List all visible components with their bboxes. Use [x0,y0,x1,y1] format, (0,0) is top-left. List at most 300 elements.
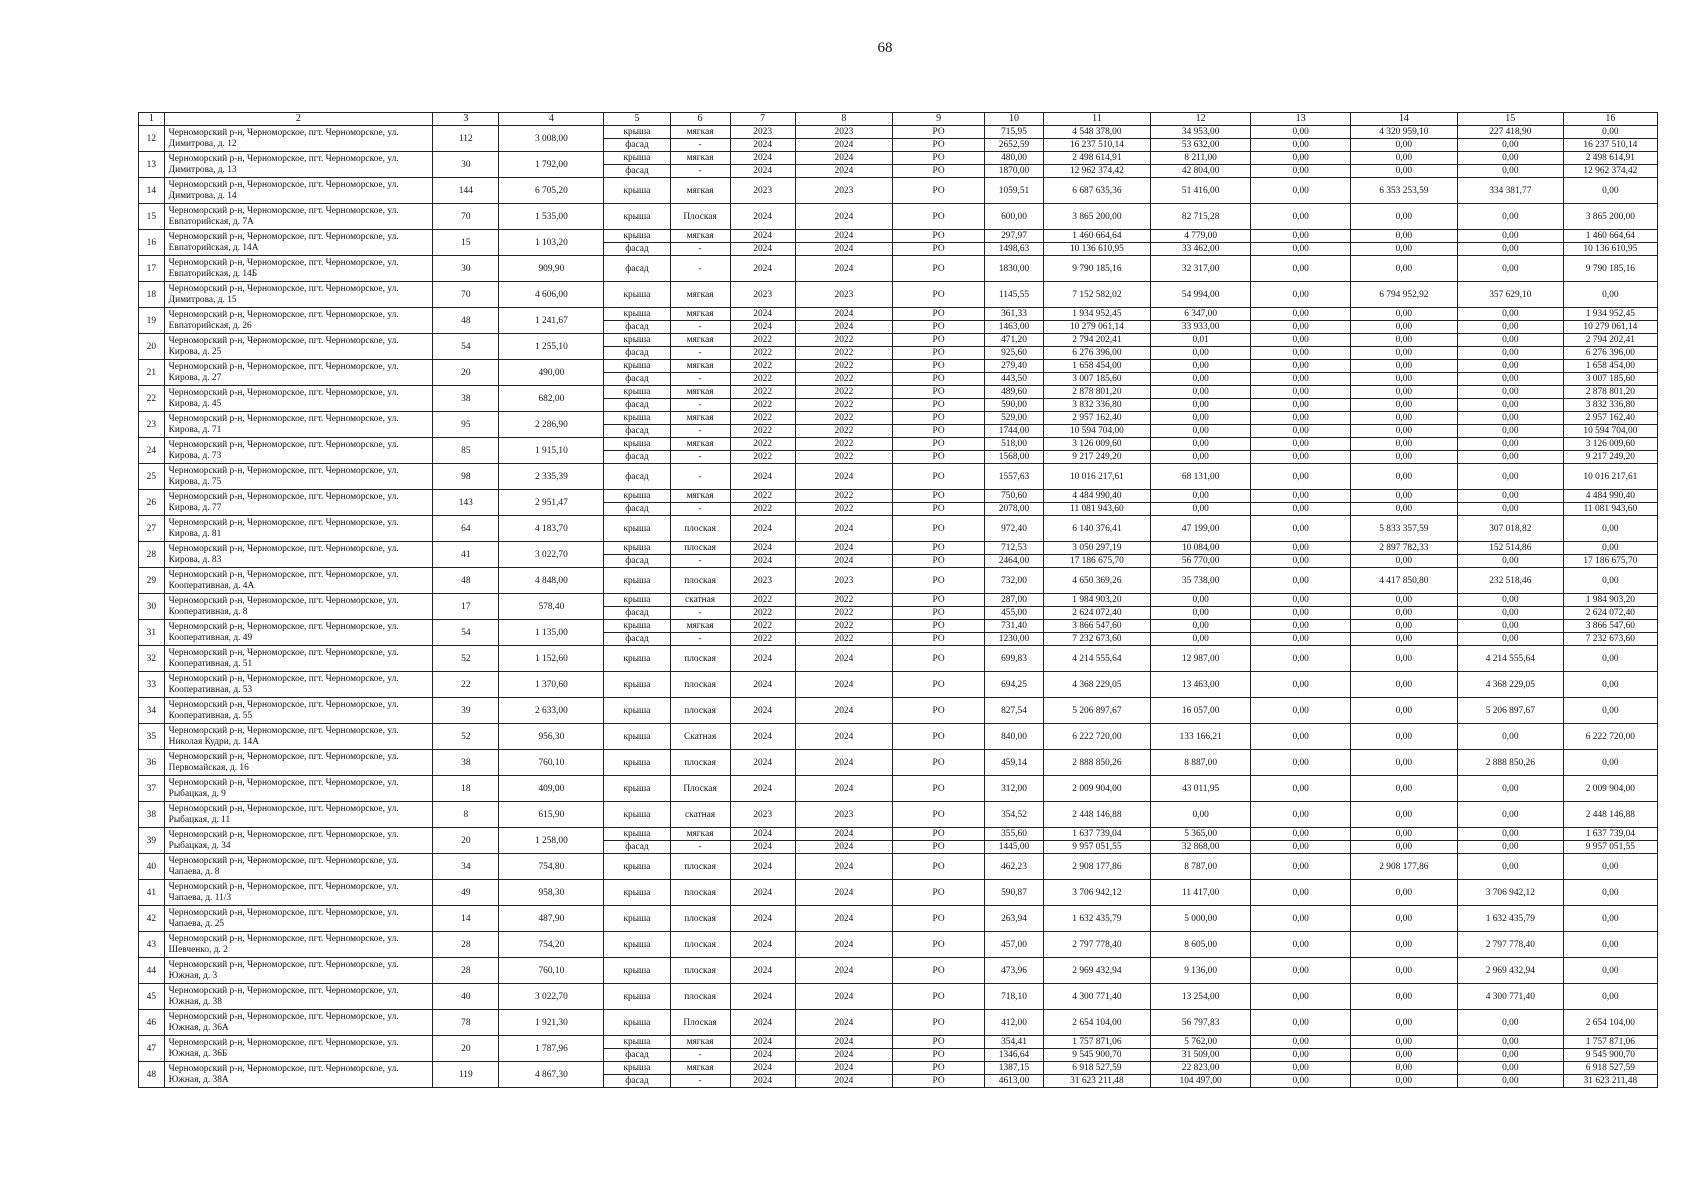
col15-cell: 0,00 [1457,1075,1563,1088]
col15-cell: 0,00 [1457,594,1563,607]
col16-cell: 0,00 [1563,880,1657,906]
element-cell: фасад [604,347,670,360]
col16-cell: 0,00 [1563,542,1657,555]
col14-cell: 5 833 357,59 [1350,516,1457,542]
col14-cell: 0,00 [1350,880,1457,906]
total-cost-cell: 2 794 202,41 [1043,334,1150,347]
source-cell: РО [893,386,985,399]
plan-year-start-cell: 2022 [730,607,795,620]
volume-cell: 731,40 [985,620,1044,633]
col14-cell: 0,00 [1350,373,1457,386]
col14-cell: 0,00 [1350,503,1457,516]
col15-cell: 0,00 [1457,347,1563,360]
col14-cell: 0,00 [1350,646,1457,672]
apartments-count: 112 [433,126,499,152]
col15-cell: 0,00 [1457,1036,1563,1049]
col15-cell: 334 381,77 [1457,178,1563,204]
address-cell: Черноморский р-н, Черноморское, пгт. Черноморское, ул. Кирова, д. 45 [164,386,432,412]
col14-cell: 0,00 [1350,165,1457,178]
col14-cell: 0,00 [1350,1010,1457,1036]
col14-cell: 0,00 [1350,828,1457,841]
col14-cell: 0,00 [1350,204,1457,230]
unit-cost-cell: 6 347,00 [1150,308,1251,321]
col16-cell: 10 279 061,14 [1563,321,1657,334]
total-cost-cell: 3 832 336,80 [1043,399,1150,412]
col15-cell: 0,00 [1457,243,1563,256]
col14-cell: 0,00 [1350,633,1457,646]
apartments-count: 70 [433,204,499,230]
element-cell: крыша [604,958,670,984]
total-cost-cell: 4 650 369,26 [1043,568,1150,594]
element-cell: крыша [604,230,670,243]
col15-cell: 0,00 [1457,438,1563,451]
unit-cost-cell: 43 011,95 [1150,776,1251,802]
plan-year-end-cell: 2024 [795,984,892,1010]
row-number: 29 [139,568,165,594]
plan-year-start-cell: 2022 [730,503,795,516]
plan-year-start-cell: 2024 [730,139,795,152]
element-cell: крыша [604,386,670,399]
material-cell: плоская [670,672,730,698]
material-cell: - [670,373,730,386]
total-cost-cell: 12 962 374,42 [1043,165,1150,178]
volume-cell: 473,96 [985,958,1044,984]
apartments-count: 8 [433,802,499,828]
total-cost-cell: 1 984 903,20 [1043,594,1150,607]
volume-cell: 718,10 [985,984,1044,1010]
col14-cell: 6 794 952,92 [1350,282,1457,308]
row-number: 38 [139,802,165,828]
col13-cell: 0,00 [1251,399,1350,412]
table-row [139,958,1658,984]
element-cell: фасад [604,1075,670,1088]
material-cell: мягкая [670,282,730,308]
total-cost-cell: 11 081 943,60 [1043,503,1150,516]
col15-cell: 0,00 [1457,1049,1563,1062]
col13-cell: 0,00 [1251,555,1350,568]
col14-cell: 0,00 [1350,607,1457,620]
area-cell: 1 921,30 [499,1010,604,1036]
col13-cell: 0,00 [1251,1075,1350,1088]
address-cell: Черноморский р-н, Черноморское, пгт. Черноморское, ул. Евпаторийская, д. 14Б [164,256,432,282]
col15-cell: 0,00 [1457,633,1563,646]
material-cell: мягкая [670,126,730,139]
element-cell: крыша [604,412,670,425]
area-cell: 487,90 [499,906,604,932]
col14-cell: 0,00 [1350,984,1457,1010]
material-cell: - [670,503,730,516]
col15-cell: 2 969 432,94 [1457,958,1563,984]
col16-cell: 0,00 [1563,516,1657,542]
volume-cell: 4613,00 [985,1075,1044,1088]
element-cell: фасад [604,1049,670,1062]
element-cell: крыша [604,360,670,373]
address-cell: Черноморский р-н, Черноморское, пгт. Черноморское, ул. Николая Кудри, д. 14А [164,724,432,750]
unit-cost-cell: 53 632,00 [1150,139,1251,152]
total-cost-cell: 2 888 850,26 [1043,750,1150,776]
source-cell: РО [893,724,985,750]
unit-cost-cell: 33 933,00 [1150,321,1251,334]
table-row [139,594,1658,607]
col13-cell: 0,00 [1251,308,1350,321]
col13-cell: 0,00 [1251,464,1350,490]
element-cell: крыша [604,776,670,802]
plan-year-start-cell: 2024 [730,724,795,750]
col16-cell: 0,00 [1563,282,1657,308]
unit-cost-cell: 0,00 [1150,451,1251,464]
table-row [139,282,1658,308]
material-cell: мягкая [670,152,730,165]
col14-cell: 0,00 [1350,698,1457,724]
table-row [139,620,1658,633]
col15-cell: 0,00 [1457,321,1563,334]
col14-cell: 0,00 [1350,230,1457,243]
source-cell: РО [893,906,985,932]
plan-year-start-cell: 2024 [730,1010,795,1036]
plan-year-start-cell: 2024 [730,698,795,724]
apartments-count: 54 [433,334,499,360]
address-cell: Черноморский р-н, Черноморское, пгт. Черноморское, ул. Южная, д. 38 [164,984,432,1010]
total-cost-cell: 9 790 185,16 [1043,256,1150,282]
volume-cell: 462,23 [985,854,1044,880]
col14-cell: 0,00 [1350,308,1457,321]
material-cell: мягкая [670,490,730,503]
volume-cell: 732,00 [985,568,1044,594]
source-cell: РО [893,854,985,880]
source-cell: РО [893,1036,985,1049]
plan-year-start-cell: 2024 [730,464,795,490]
col14-cell: 0,00 [1350,1036,1457,1049]
unit-cost-cell: 56 770,00 [1150,555,1251,568]
col13-cell: 0,00 [1251,360,1350,373]
area-cell: 1 535,00 [499,204,604,230]
table-row [139,204,1658,230]
col15-cell: 4 300 771,40 [1457,984,1563,1010]
col13-cell: 0,00 [1251,646,1350,672]
unit-cost-cell: 133 166,21 [1150,724,1251,750]
unit-cost-cell: 0,01 [1150,334,1251,347]
col15-cell: 5 206 897,67 [1457,698,1563,724]
volume-cell: 471,20 [985,334,1044,347]
volume-cell: 312,00 [985,776,1044,802]
col14-cell: 0,00 [1350,490,1457,503]
col16-cell: 6 222 720,00 [1563,724,1657,750]
volume-cell: 1830,00 [985,256,1044,282]
col14-cell: 0,00 [1350,932,1457,958]
col15-cell: 0,00 [1457,828,1563,841]
element-cell: фасад [604,243,670,256]
row-number: 12 [139,126,165,152]
total-cost-cell: 10 016 217,61 [1043,464,1150,490]
col15-cell: 0,00 [1457,854,1563,880]
source-cell: РО [893,1010,985,1036]
source-cell: РО [893,360,985,373]
element-cell: крыша [604,594,670,607]
apartments-count: 40 [433,984,499,1010]
element-cell: крыша [604,438,670,451]
table-body [139,126,1658,1088]
address-cell: Черноморский р-н, Черноморское, пгт. Черноморское, ул. Евпаторийская, д. 14А [164,230,432,256]
area-cell: 3 022,70 [499,984,604,1010]
area-cell: 1 103,20 [499,230,604,256]
col14-cell: 0,00 [1350,360,1457,373]
address-cell: Черноморский р-н, Черноморское, пгт. Черноморское, ул. Димитрова, д. 15 [164,282,432,308]
plan-year-end-cell: 2022 [795,451,892,464]
address-cell: Черноморский р-н, Черноморское, пгт. Черноморское, ул. Кирова, д. 81 [164,516,432,542]
source-cell: РО [893,828,985,841]
element-cell: фасад [604,399,670,412]
element-cell: крыша [604,802,670,828]
plan-year-start-cell: 2024 [730,932,795,958]
area-cell: 4 848,00 [499,568,604,594]
volume-cell: 455,00 [985,607,1044,620]
col14-cell: 4 320 959,10 [1350,126,1457,139]
col13-cell: 0,00 [1251,750,1350,776]
row-number: 31 [139,620,165,646]
col16-cell: 4 484 990,40 [1563,490,1657,503]
row-number: 15 [139,204,165,230]
material-cell: Плоская [670,776,730,802]
volume-cell: 459,14 [985,750,1044,776]
plan-year-start-cell: 2024 [730,243,795,256]
column-header-15: 15 [1457,113,1563,126]
col16-cell: 0,00 [1563,698,1657,724]
apartments-count: 70 [433,282,499,308]
element-cell: фасад [604,373,670,386]
col13-cell: 0,00 [1251,373,1350,386]
table-row [139,672,1658,698]
source-cell: РО [893,165,985,178]
total-cost-cell: 6 276 396,00 [1043,347,1150,360]
col16-cell: 2 009 904,00 [1563,776,1657,802]
total-cost-cell: 2 908 177,86 [1043,854,1150,880]
plan-year-start-cell: 2024 [730,1062,795,1075]
col13-cell: 0,00 [1251,334,1350,347]
address-cell: Черноморский р-н, Черноморское, пгт. Черноморское, ул. Кооперативная, д. 53 [164,672,432,698]
col14-cell: 0,00 [1350,555,1457,568]
unit-cost-cell: 54 994,00 [1150,282,1251,308]
unit-cost-cell: 0,00 [1150,438,1251,451]
source-cell: РО [893,1062,985,1075]
plan-year-start-cell: 2022 [730,425,795,438]
col14-cell: 0,00 [1350,347,1457,360]
plan-year-start-cell: 2022 [730,412,795,425]
col13-cell: 0,00 [1251,126,1350,139]
unit-cost-cell: 0,00 [1150,633,1251,646]
total-cost-cell: 2 969 432,94 [1043,958,1150,984]
area-cell: 1 152,60 [499,646,604,672]
row-number: 17 [139,256,165,282]
apartments-count: 48 [433,568,499,594]
unit-cost-cell: 8 787,00 [1150,854,1251,880]
page-number: 68 [877,40,893,56]
element-cell: крыша [604,178,670,204]
source-cell: РО [893,776,985,802]
area-cell: 2 951,47 [499,490,604,516]
total-cost-cell: 2 448 146,88 [1043,802,1150,828]
unit-cost-cell: 51 416,00 [1150,178,1251,204]
material-cell: плоская [670,906,730,932]
volume-cell: 1498,63 [985,243,1044,256]
unit-cost-cell: 12 987,00 [1150,646,1251,672]
plan-year-end-cell: 2024 [795,516,892,542]
volume-cell: 443,50 [985,373,1044,386]
total-cost-cell: 1 632 435,79 [1043,906,1150,932]
table-row [139,1062,1658,1075]
plan-year-end-cell: 2024 [795,880,892,906]
total-cost-cell: 5 206 897,67 [1043,698,1150,724]
col13-cell: 0,00 [1251,256,1350,282]
source-cell: РО [893,464,985,490]
col15-cell: 0,00 [1457,425,1563,438]
element-cell: крыша [604,698,670,724]
volume-cell: 1557,63 [985,464,1044,490]
col15-cell: 4 214 555,64 [1457,646,1563,672]
total-cost-cell: 3 050 297,19 [1043,542,1150,555]
apartments-count: 144 [433,178,499,204]
material-cell: Плоская [670,1010,730,1036]
col15-cell: 0,00 [1457,334,1563,347]
material-cell: плоская [670,750,730,776]
material-cell: мягкая [670,178,730,204]
plan-year-end-cell: 2024 [795,854,892,880]
address-cell: Черноморский р-н, Черноморское, пгт. Черноморское, ул. Чапаева, д. 25 [164,906,432,932]
total-cost-cell: 9 545 900,70 [1043,1049,1150,1062]
element-cell: фасад [604,555,670,568]
row-number: 13 [139,152,165,178]
area-cell: 3 022,70 [499,542,604,568]
material-cell: плоская [670,958,730,984]
col16-cell: 2 498 614,91 [1563,152,1657,165]
plan-year-start-cell: 2022 [730,620,795,633]
address-cell: Черноморский р-н, Черноморское, пгт. Черноморское, ул. Рыбацкая, д. 11 [164,802,432,828]
col15-cell: 0,00 [1457,724,1563,750]
col13-cell: 0,00 [1251,503,1350,516]
element-cell: крыша [604,932,670,958]
col15-cell: 0,00 [1457,607,1563,620]
plan-year-end-cell: 2023 [795,802,892,828]
element-cell: крыша [604,854,670,880]
unit-cost-cell: 8 605,00 [1150,932,1251,958]
total-cost-cell: 6 918 527,59 [1043,1062,1150,1075]
column-header-16: 16 [1563,113,1657,126]
total-cost-cell: 9 217 249,20 [1043,451,1150,464]
area-cell: 4 183,70 [499,516,604,542]
col14-cell: 0,00 [1350,841,1457,854]
total-cost-cell: 6 222 720,00 [1043,724,1150,750]
source-cell: РО [893,256,985,282]
col13-cell: 0,00 [1251,1010,1350,1036]
plan-year-start-cell: 2024 [730,646,795,672]
plan-year-end-cell: 2024 [795,139,892,152]
volume-cell: 1230,00 [985,633,1044,646]
address-cell: Черноморский р-н, Черноморское, пгт. Черноморское, ул. Южная, д. 36Б [164,1036,432,1062]
plan-year-end-cell: 2023 [795,178,892,204]
area-cell: 4 867,30 [499,1062,604,1088]
unit-cost-cell: 0,00 [1150,399,1251,412]
element-cell: фасад [604,503,670,516]
address-cell: Черноморский р-н, Черноморское, пгт. Черноморское, ул. Кооперативная, д. 8 [164,594,432,620]
plan-year-end-cell: 2022 [795,334,892,347]
col13-cell: 0,00 [1251,425,1350,438]
plan-year-end-cell: 2024 [795,321,892,334]
row-number: 33 [139,672,165,698]
col16-cell: 7 232 673,60 [1563,633,1657,646]
material-cell: мягкая [670,308,730,321]
source-cell: РО [893,1075,985,1088]
plan-year-start-cell: 2022 [730,360,795,373]
col15-cell: 152 514,86 [1457,542,1563,555]
col13-cell: 0,00 [1251,672,1350,698]
element-cell: крыша [604,828,670,841]
total-cost-cell: 2 498 614,91 [1043,152,1150,165]
apartments-count: 18 [433,776,499,802]
col14-cell: 0,00 [1350,152,1457,165]
area-cell: 615,90 [499,802,604,828]
area-cell: 909,90 [499,256,604,282]
unit-cost-cell: 31 509,00 [1150,1049,1251,1062]
apartments-count: 20 [433,1036,499,1062]
volume-cell: 287,00 [985,594,1044,607]
col15-cell: 0,00 [1457,464,1563,490]
total-cost-cell: 4 368 229,05 [1043,672,1150,698]
total-cost-cell: 2 957 162,40 [1043,412,1150,425]
address-cell: Черноморский р-н, Черноморское, пгт. Черноморское, ул. Шевченко, д. 2 [164,932,432,958]
table-row [139,386,1658,399]
material-cell: - [670,1075,730,1088]
volume-cell: 2652,59 [985,139,1044,152]
col16-cell: 9 957 051,55 [1563,841,1657,854]
source-cell: РО [893,412,985,425]
total-cost-cell: 3 706 942,12 [1043,880,1150,906]
col16-cell: 9 217 249,20 [1563,451,1657,464]
row-number: 27 [139,516,165,542]
col13-cell: 0,00 [1251,633,1350,646]
element-cell: крыша [604,516,670,542]
plan-year-end-cell: 2024 [795,1062,892,1075]
unit-cost-cell: 0,00 [1150,594,1251,607]
works-table-container [138,112,1658,1088]
total-cost-cell: 4 214 555,64 [1043,646,1150,672]
total-cost-cell: 2 797 778,40 [1043,932,1150,958]
element-cell: крыша [604,568,670,594]
apartments-count: 20 [433,828,499,854]
apartments-count: 20 [433,360,499,386]
plan-year-start-cell: 2024 [730,1049,795,1062]
plan-year-start-cell: 2024 [730,165,795,178]
material-cell: - [670,347,730,360]
address-cell: Черноморский р-н, Черноморское, пгт. Черноморское, ул. Кооперативная, д. 51 [164,646,432,672]
area-cell: 958,30 [499,880,604,906]
address-cell: Черноморский р-н, Черноморское, пгт. Черноморское, ул. Кирова, д. 71 [164,412,432,438]
column-header-9: 9 [893,113,985,126]
material-cell: - [670,139,730,152]
unit-cost-cell: 5 000,00 [1150,906,1251,932]
apartments-count: 48 [433,308,499,334]
col15-cell: 0,00 [1457,451,1563,464]
area-cell: 760,10 [499,958,604,984]
area-cell: 2 335,39 [499,464,604,490]
col15-cell: 0,00 [1457,412,1563,425]
element-cell: фасад [604,256,670,282]
volume-cell: 2464,00 [985,555,1044,568]
apartments-count: 22 [433,672,499,698]
material-cell: мягкая [670,412,730,425]
col16-cell: 10 016 217,61 [1563,464,1657,490]
column-number-row [139,113,1658,126]
row-number: 30 [139,594,165,620]
element-cell: фасад [604,139,670,152]
